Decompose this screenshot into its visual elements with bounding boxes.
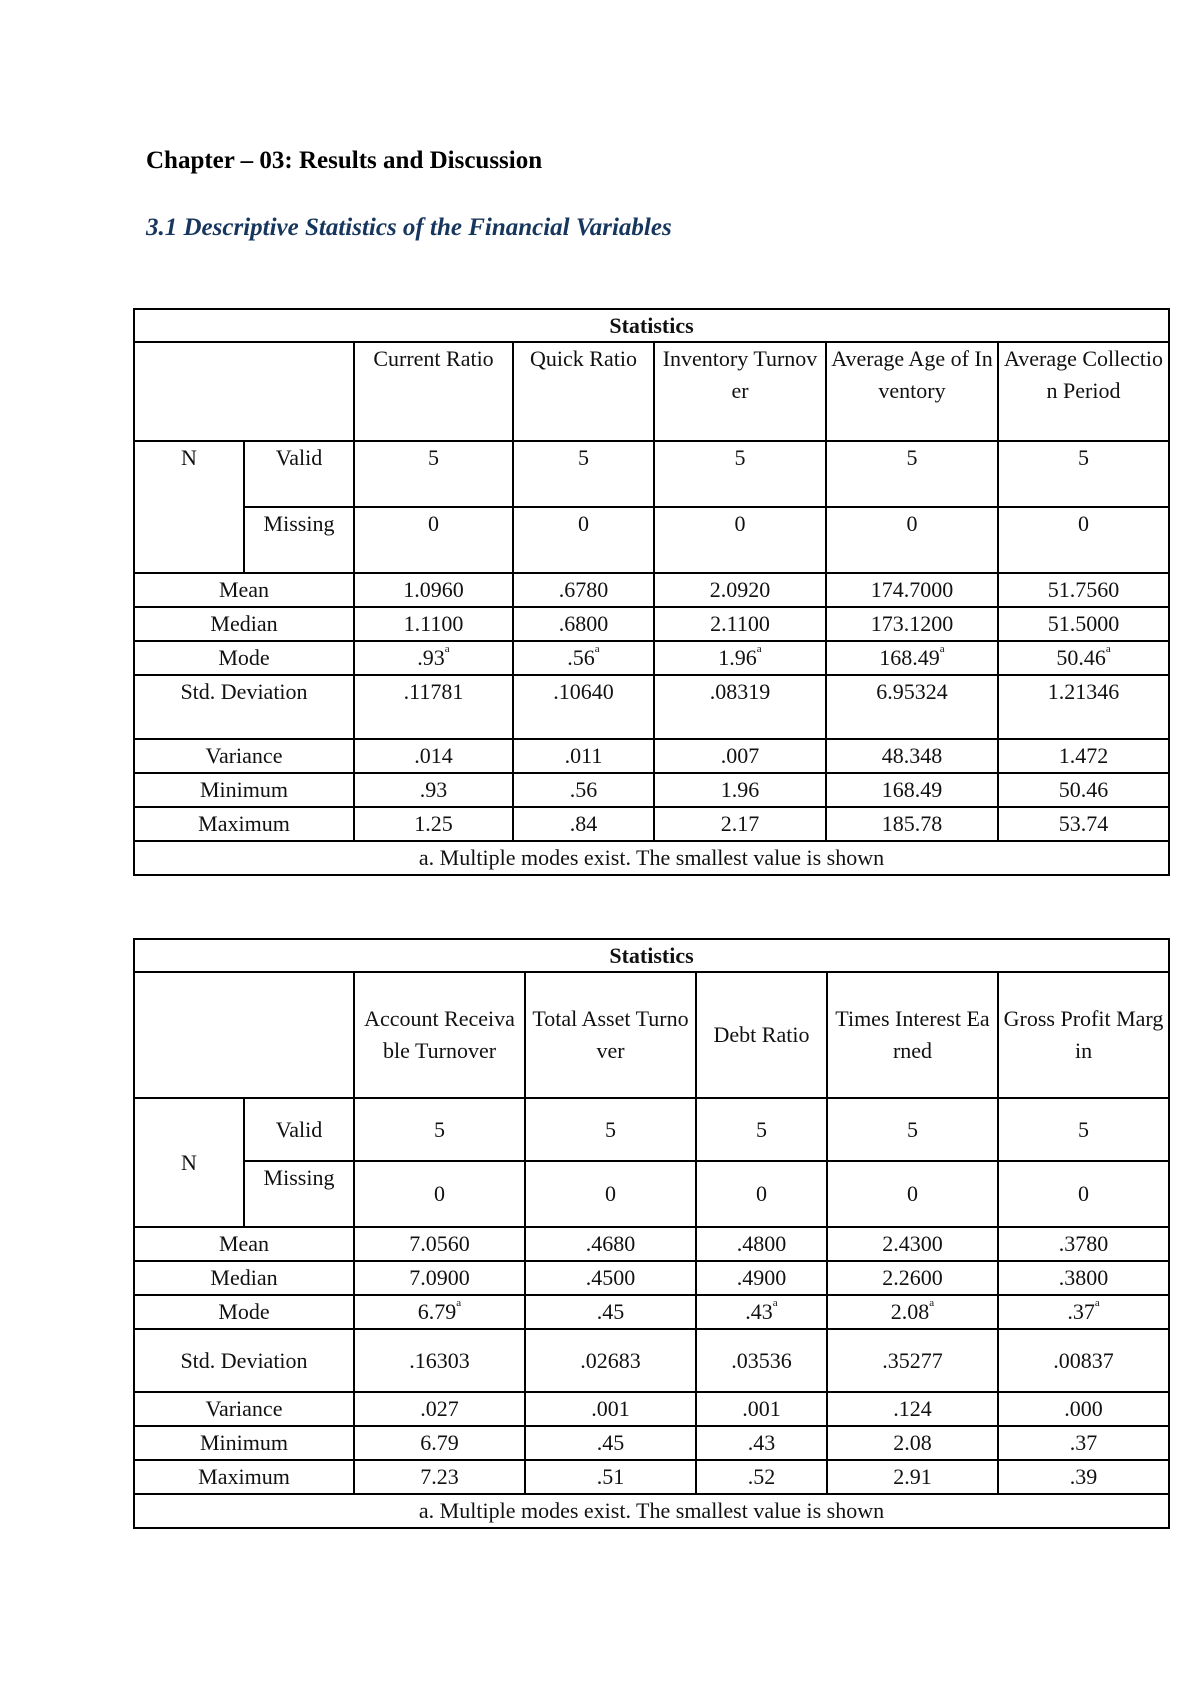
cell-value: .43$^a$ xyxy=(696,1295,827,1329)
table-row xyxy=(134,1098,1169,1161)
footnote-marker: a xyxy=(772,1297,778,1309)
cell-value: 168.49$^a$ xyxy=(826,641,998,675)
cell-value: .93 xyxy=(354,773,513,807)
cell-value: .03536 xyxy=(696,1329,827,1392)
cell-value: .4500 xyxy=(525,1261,696,1295)
row-label: Median xyxy=(134,1261,354,1295)
footnote-marker: a xyxy=(444,643,450,655)
cell-value: 5 xyxy=(354,441,513,507)
cell-value: .3780 xyxy=(998,1227,1169,1261)
cell-value: 1.25 xyxy=(354,807,513,841)
table-row xyxy=(134,507,1169,573)
cell-value: 2.91 xyxy=(827,1460,998,1494)
table-row xyxy=(134,1227,1169,1261)
cell-value: 1.21346 xyxy=(998,675,1169,739)
table-row xyxy=(134,1460,1169,1494)
cell-value: .51 xyxy=(525,1460,696,1494)
cell-value: 6.79 xyxy=(354,1426,525,1460)
cell-value: .45 xyxy=(525,1295,696,1329)
cell-value: 51.7560 xyxy=(998,573,1169,607)
cell-value: 173.1200 xyxy=(826,607,998,641)
cell-value: 5 xyxy=(826,441,998,507)
column-header: Times Interest Earned xyxy=(827,972,998,1098)
table-footnote: a. Multiple modes exist. The smallest value is shown xyxy=(134,1494,1169,1528)
cell-value: .37 xyxy=(998,1426,1169,1460)
cell-value: 1.0960 xyxy=(354,573,513,607)
footnote-marker: a xyxy=(456,1297,462,1309)
table-footnote: a. Multiple modes exist. The smallest value is shown xyxy=(134,841,1169,875)
cell-value: .001 xyxy=(525,1392,696,1426)
cell-value: .35277 xyxy=(827,1329,998,1392)
table-row xyxy=(134,441,1169,507)
column-header: Average Age of Inventory xyxy=(826,342,998,441)
column-header: Account Receivable Turnover xyxy=(354,972,525,1098)
cell-value: 2.4300 xyxy=(827,1227,998,1261)
cell-value: 5 xyxy=(696,1098,827,1161)
column-header: Debt Ratio xyxy=(696,972,827,1098)
cell-value: 185.78 xyxy=(826,807,998,841)
chapter-title: Chapter – 03: Results and Discussion xyxy=(146,147,543,174)
cell-value: 2.08 xyxy=(827,1426,998,1460)
column-header: Inventory Turnover xyxy=(654,342,826,441)
row-label: Valid xyxy=(244,1098,354,1161)
cell-value: .4800 xyxy=(696,1227,827,1261)
cell-value: 5 xyxy=(654,441,826,507)
row-label: Variance xyxy=(134,739,354,773)
cell-value: .84 xyxy=(513,807,654,841)
cell-value: .6780 xyxy=(513,573,654,607)
cell-value: .001 xyxy=(696,1392,827,1426)
cell-value: .52 xyxy=(696,1460,827,1494)
column-header: Gross Profit Margin xyxy=(998,972,1169,1098)
n-label: N xyxy=(134,1098,244,1227)
column-header: Total Asset Turnover xyxy=(525,972,696,1098)
cell-value: .011 xyxy=(513,739,654,773)
cell-value: 5 xyxy=(354,1098,525,1161)
row-label: Mode xyxy=(134,641,354,675)
cell-value: .4900 xyxy=(696,1261,827,1295)
cell-value: .014 xyxy=(354,739,513,773)
header-blank xyxy=(134,972,354,1098)
row-label: Std. Deviation xyxy=(134,1329,354,1392)
cell-value: .10640 xyxy=(513,675,654,739)
cell-value: 0 xyxy=(827,1161,998,1227)
cell-value: 0 xyxy=(826,507,998,573)
cell-value: 2.2600 xyxy=(827,1261,998,1295)
cell-value: .000 xyxy=(998,1392,1169,1426)
cell-value: 6.95324 xyxy=(826,675,998,739)
cell-value: .93$^a$ xyxy=(354,641,513,675)
cell-value: .02683 xyxy=(525,1329,696,1392)
cell-value: 0 xyxy=(525,1161,696,1227)
cell-value: .37$^a$ xyxy=(998,1295,1169,1329)
column-header: Average Collection Period xyxy=(998,342,1169,441)
footnote-marker: a xyxy=(1094,1297,1100,1309)
cell-value: 2.17 xyxy=(654,807,826,841)
cell-value: .08319 xyxy=(654,675,826,739)
footnote-marker: a xyxy=(594,643,600,655)
footnote-marker: a xyxy=(1105,643,1111,655)
cell-value: 1.96 xyxy=(654,773,826,807)
cell-value: 53.74 xyxy=(998,807,1169,841)
cell-value: .6800 xyxy=(513,607,654,641)
table-row xyxy=(134,739,1169,773)
n-label: N xyxy=(134,441,244,573)
statistics-table-2 xyxy=(133,938,1170,1529)
cell-value: 51.5000 xyxy=(998,607,1169,641)
row-label: Mean xyxy=(134,573,354,607)
cell-value: .3800 xyxy=(998,1261,1169,1295)
cell-value: 5 xyxy=(513,441,654,507)
cell-value: 1.96$^a$ xyxy=(654,641,826,675)
cell-value: .4680 xyxy=(525,1227,696,1261)
row-label: Mean xyxy=(134,1227,354,1261)
cell-value: .007 xyxy=(654,739,826,773)
row-label: Missing xyxy=(244,507,354,573)
cell-value: 0 xyxy=(998,507,1169,573)
cell-value: 48.348 xyxy=(826,739,998,773)
column-header: Quick Ratio xyxy=(513,342,654,441)
row-label: Variance xyxy=(134,1392,354,1426)
table-row xyxy=(134,1329,1169,1392)
cell-value: .11781 xyxy=(354,675,513,739)
table-caption: Statistics xyxy=(134,939,1169,972)
cell-value: 0 xyxy=(654,507,826,573)
header-blank xyxy=(134,342,354,441)
row-label: Maximum xyxy=(134,807,354,841)
table-row xyxy=(134,1295,1169,1329)
row-label: Mode xyxy=(134,1295,354,1329)
cell-value: 1.472 xyxy=(998,739,1169,773)
cell-value: 5 xyxy=(998,441,1169,507)
table-row xyxy=(134,675,1169,739)
cell-value: 7.23 xyxy=(354,1460,525,1494)
cell-value: 2.0920 xyxy=(654,573,826,607)
section-title: 3.1 Descriptive Statistics of the Financial Variables xyxy=(146,214,672,241)
cell-value: 168.49 xyxy=(826,773,998,807)
cell-value: 5 xyxy=(525,1098,696,1161)
footnote-marker: a xyxy=(929,1297,935,1309)
row-label: Median xyxy=(134,607,354,641)
cell-value: 0 xyxy=(354,1161,525,1227)
row-label: Minimum xyxy=(134,773,354,807)
cell-value: .56 xyxy=(513,773,654,807)
cell-value: .124 xyxy=(827,1392,998,1426)
table-row xyxy=(134,773,1169,807)
cell-value: 7.0900 xyxy=(354,1261,525,1295)
cell-value: 1.1100 xyxy=(354,607,513,641)
cell-value: .39 xyxy=(998,1460,1169,1494)
cell-value: 0 xyxy=(354,507,513,573)
cell-value: 174.7000 xyxy=(826,573,998,607)
table-row xyxy=(134,1161,1169,1227)
cell-value: .43 xyxy=(696,1426,827,1460)
footnote-marker: a xyxy=(756,643,762,655)
cell-value: 50.46 xyxy=(998,773,1169,807)
cell-value: 50.46$^a$ xyxy=(998,641,1169,675)
column-header: Current Ratio xyxy=(354,342,513,441)
row-label: Std. Deviation xyxy=(134,675,354,739)
table-row xyxy=(134,807,1169,841)
cell-value: .56$^a$ xyxy=(513,641,654,675)
footnote-marker: a xyxy=(939,643,945,655)
row-label: Minimum xyxy=(134,1426,354,1460)
cell-value: 0 xyxy=(696,1161,827,1227)
cell-value: 2.08$^a$ xyxy=(827,1295,998,1329)
cell-value: .027 xyxy=(354,1392,525,1426)
cell-value: 7.0560 xyxy=(354,1227,525,1261)
cell-value: 2.1100 xyxy=(654,607,826,641)
statistics-table-1 xyxy=(133,308,1170,876)
cell-value: .00837 xyxy=(998,1329,1169,1392)
row-label: Valid xyxy=(244,441,354,507)
cell-value: 5 xyxy=(998,1098,1169,1161)
table-row xyxy=(134,641,1169,675)
cell-value: 5 xyxy=(827,1098,998,1161)
table-caption: Statistics xyxy=(134,309,1169,342)
cell-value: .45 xyxy=(525,1426,696,1460)
table-row xyxy=(134,607,1169,641)
row-label: Missing xyxy=(244,1161,354,1227)
table-row xyxy=(134,1426,1169,1460)
cell-value: 0 xyxy=(998,1161,1169,1227)
table-row xyxy=(134,1261,1169,1295)
cell-value: 6.79$^a$ xyxy=(354,1295,525,1329)
row-label: Maximum xyxy=(134,1460,354,1494)
cell-value: .16303 xyxy=(354,1329,525,1392)
table-row xyxy=(134,1392,1169,1426)
table-row xyxy=(134,573,1169,607)
cell-value: 0 xyxy=(513,507,654,573)
